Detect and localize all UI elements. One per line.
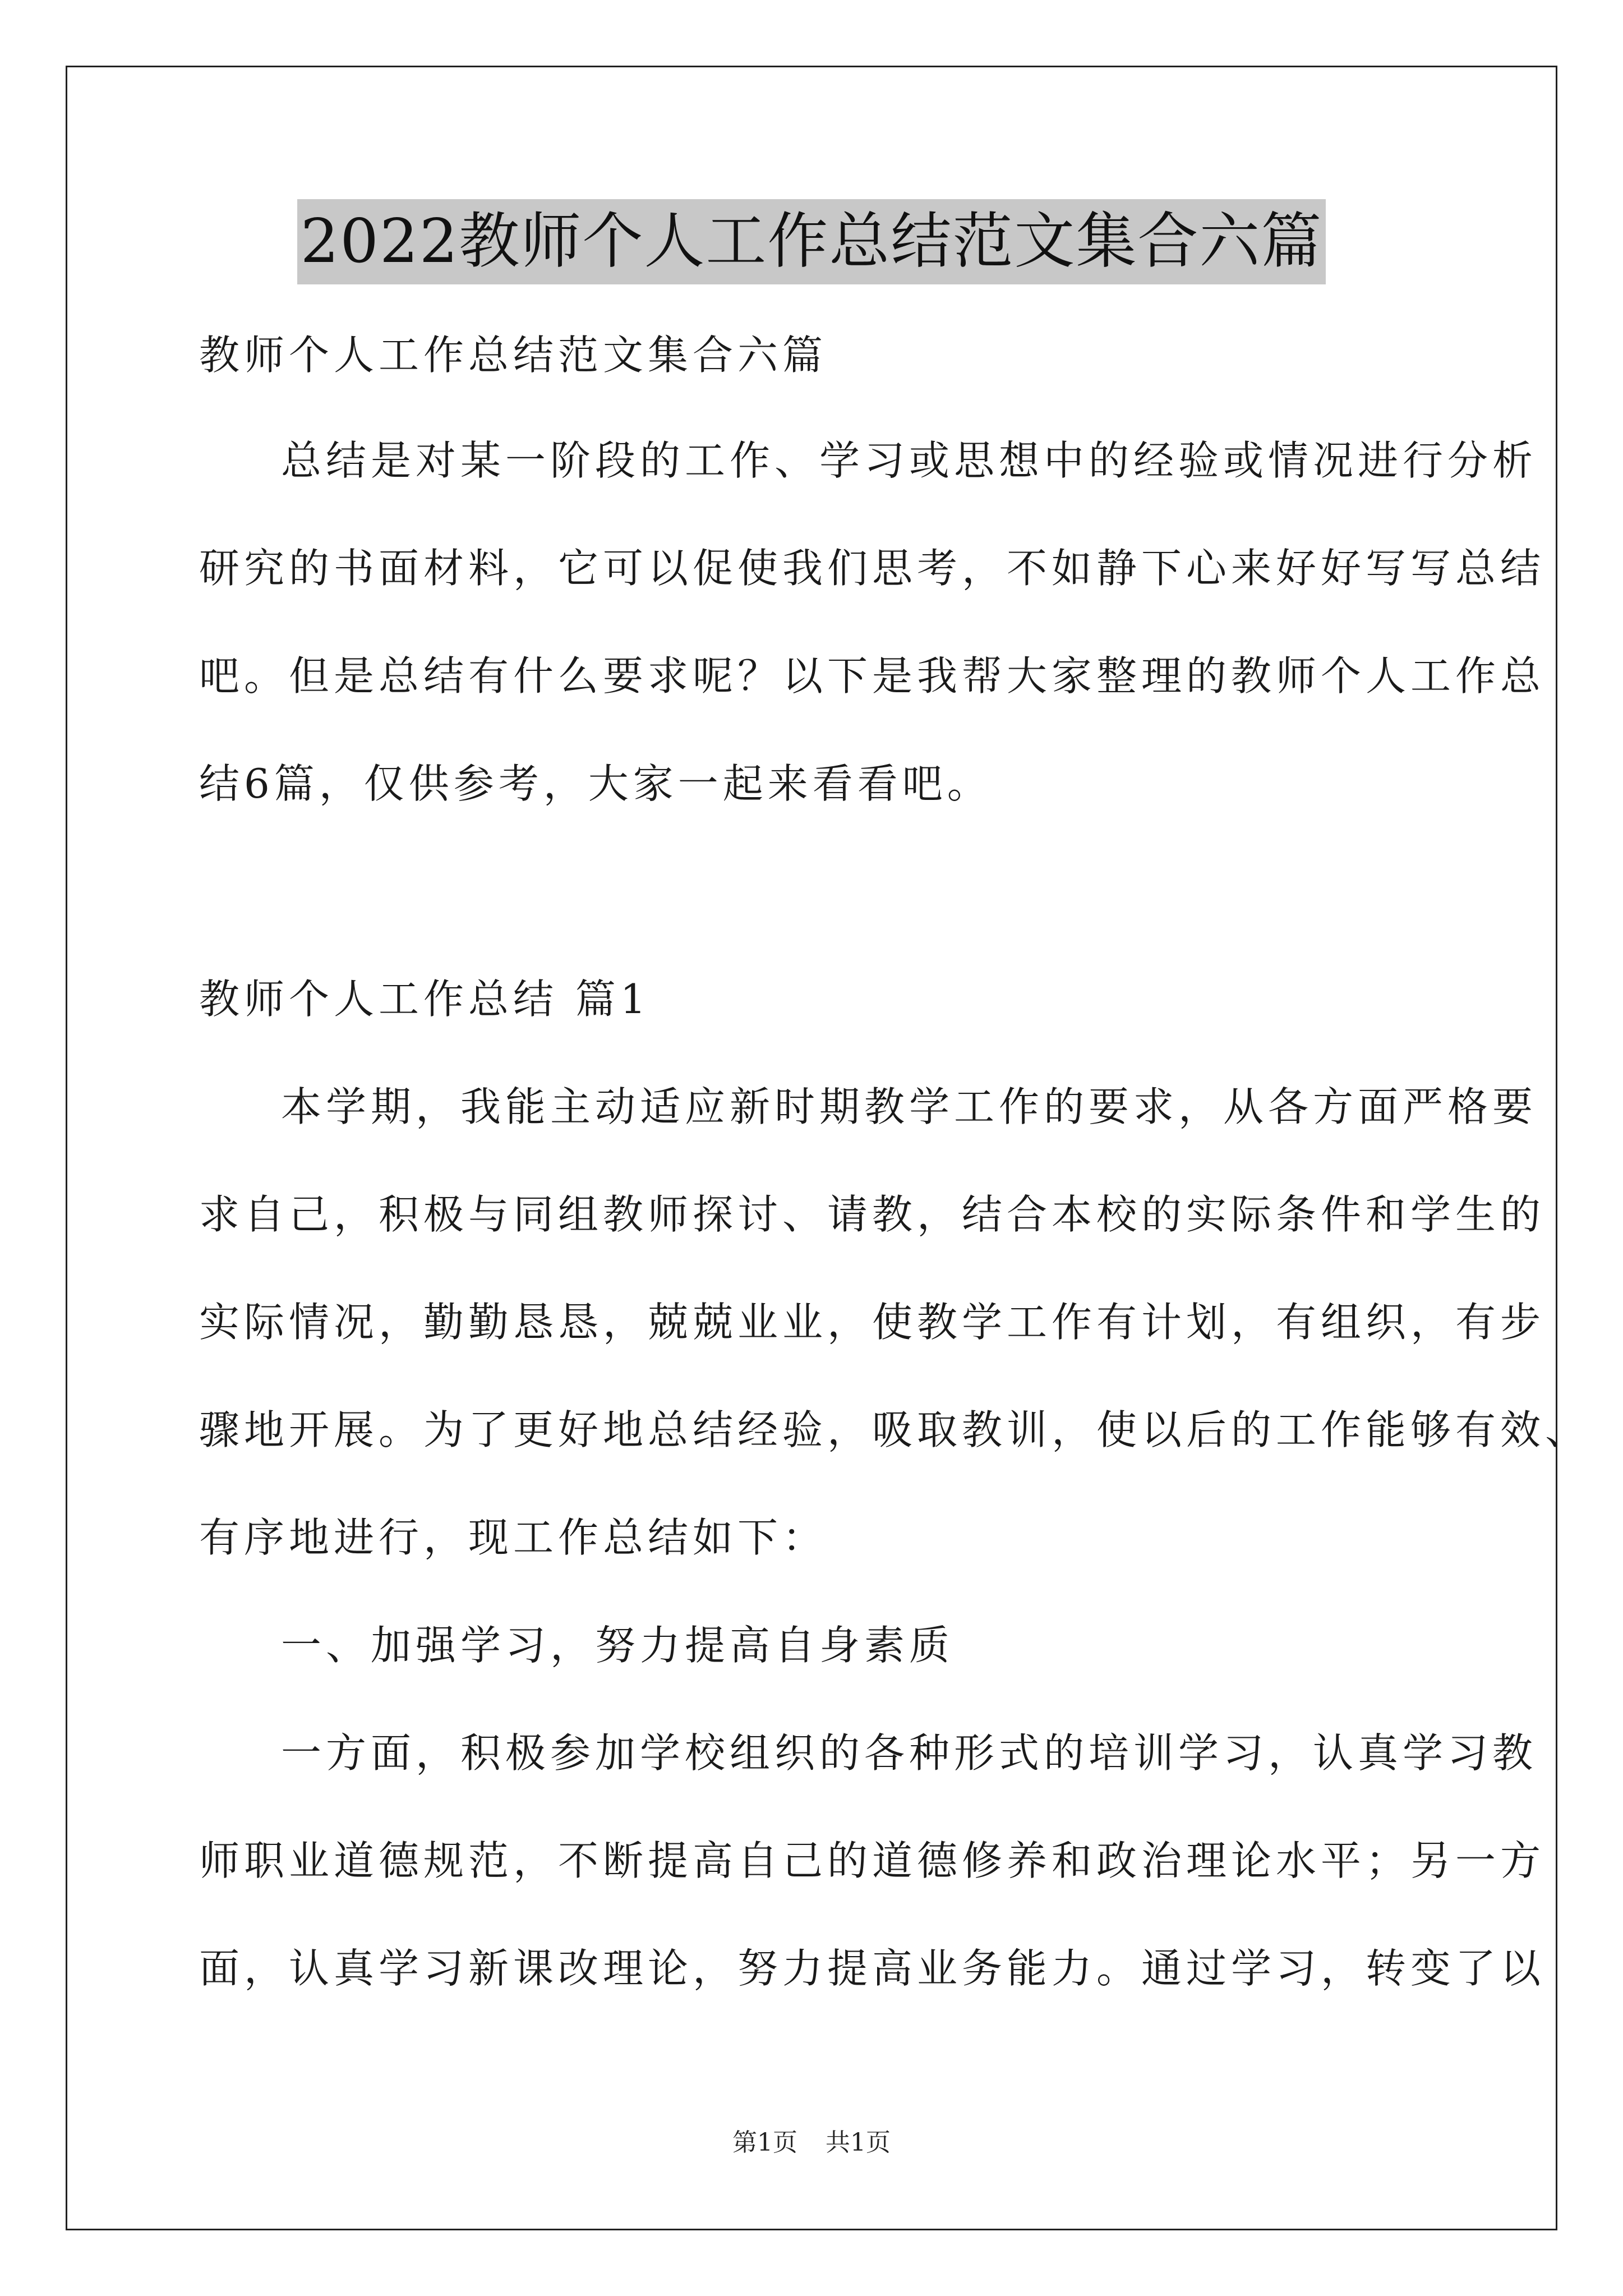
document-body [199, 306, 1590, 1995]
intro-line: 吧。但是总结有什么要求呢？以下是我帮大家整理的教师个人工作总 [199, 652, 1546, 700]
paragraph-line: 本学期，我能主动适应新时期教学工作的要求，从各方面严格要 [281, 1083, 1538, 1130]
document-subtitle: 教师个人工作总结范文集合六篇 [199, 332, 828, 379]
intro-line: 总结是对某一阶段的工作、学习或思想中的经验或情况进行分析 [281, 437, 1538, 484]
paragraph-line: 骤地开展。为了更好地总结经验，吸取教训，使以后的工作能够有效、 [199, 1406, 1590, 1453]
page-total: 共1页 [826, 2128, 891, 2157]
paragraph-line: 实际情况，勤勤恳恳，兢兢业业，使教学工作有计划，有组织，有步 [199, 1299, 1546, 1346]
title-container [0, 199, 1623, 284]
page-number: 第1页 [732, 2128, 797, 2157]
paragraph-line: 有序地进行，现工作总结如下： [199, 1514, 828, 1561]
page-footer [0, 2126, 1623, 2160]
paragraph-line: 求自己，积极与同组教师探讨、请教，结合本校的实际条件和学生的 [199, 1191, 1546, 1238]
subheading: 一、加强学习，努力提高自身素质 [281, 1622, 955, 1669]
paragraph-line: 一方面，积极参加学校组织的各种形式的培训学习，认真学习教 [281, 1729, 1538, 1777]
intro-line: 研究的书面材料，它可以促使我们思考，不如静下心来好好写写总结 [199, 545, 1546, 592]
section-heading: 教师个人工作总结 篇1 [199, 976, 651, 1023]
paragraph-line: 面，认真学习新课改理论，努力提高业务能力。通过学习，转变了以 [199, 1945, 1546, 1992]
paragraph-line: 师职业道德规范，不断提高自己的道德修养和政治理论水平；另一方 [199, 1837, 1546, 1884]
intro-line: 结6篇，仅供参考，大家一起来看看吧。 [199, 760, 992, 807]
document-title: 2022教师个人工作总结范文集合六篇 [297, 199, 1326, 284]
